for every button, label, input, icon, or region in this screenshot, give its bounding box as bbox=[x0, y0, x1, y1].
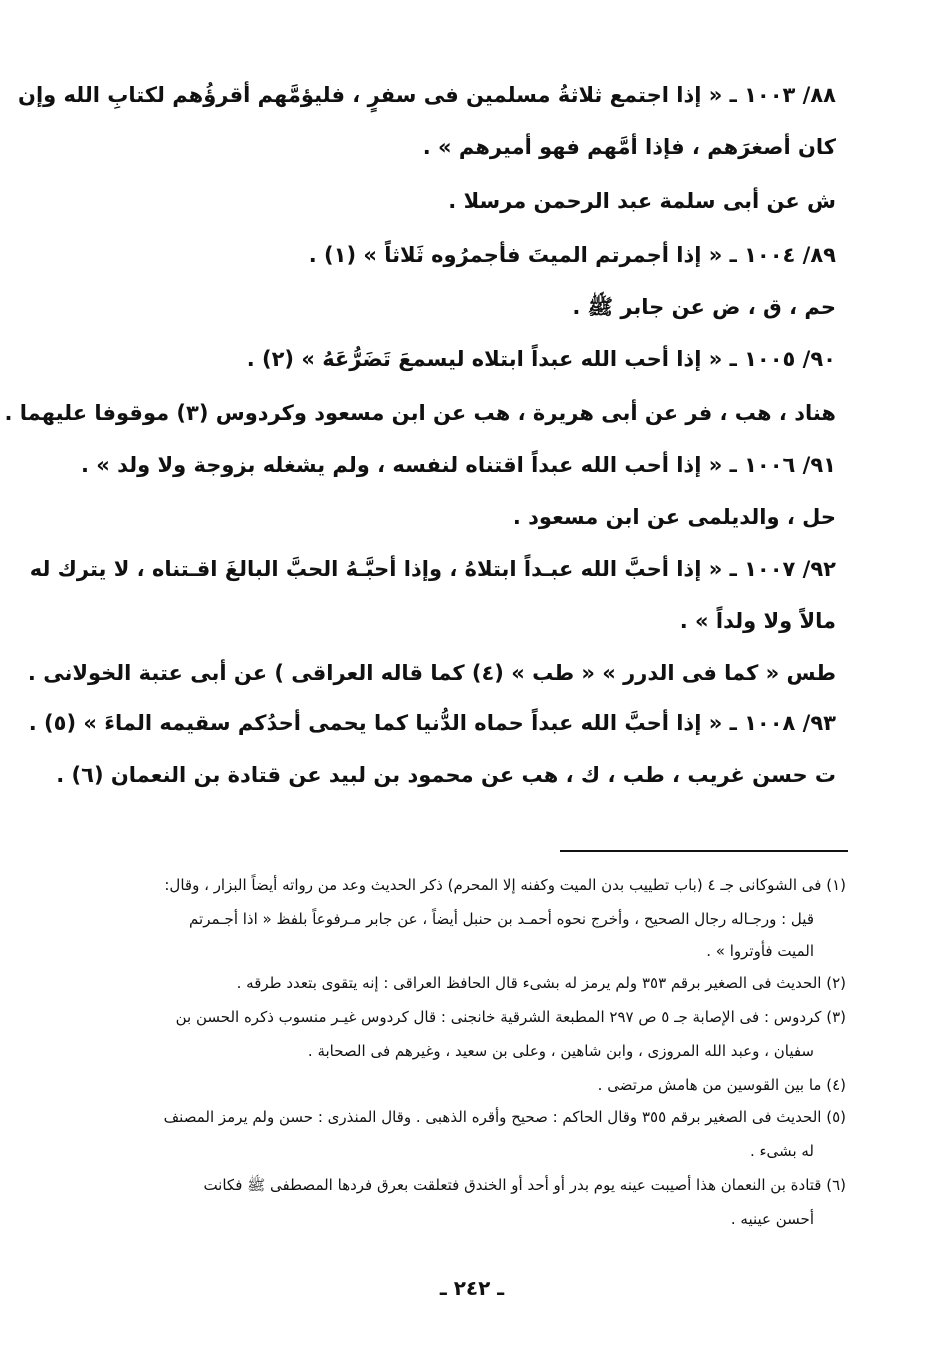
footnote-5-line-2: له بشىء . bbox=[749, 1142, 814, 1160]
hadith-1008-source: ت حسن غريب ، طب ، ك ، هب عن محمود بن لبيد عن قتادة بن النعمان (٦) . bbox=[56, 763, 836, 787]
hadith-1003-line-2: كان أصغرَهم ، فإذا أمَّهم فهو أميرهم » . bbox=[422, 135, 836, 159]
footnote-6-line-2: أحسن عينيه . bbox=[730, 1210, 814, 1228]
footnote-1-line-2: قيل : ورجـاله رجال الصحيح ، وأخرج نحوه أحمـد بن حنبل أيضاً ، عن جابر مـرفوعاً بلفظ « اذا أجـمرتم bbox=[189, 910, 814, 928]
hadith-1007-line-1: ٩٢/ ١٠٠٧ ـ « إذا أحبَّ الله عبـداً ابتلاهُ ، وإذا أحبَّـهُ الحبَّ البالغَ اقـتناه ، لا يترك له bbox=[29, 557, 836, 581]
footnote-1-line-1: (١) فى الشوكانى جـ ٤ (باب تطييب بدن الميت وكفنه إلا المحرم) ذكر الحديث وعد من رواته أيضاً البزار ، وقال: bbox=[164, 876, 846, 894]
footnote-4: (٤) ما بين القوسين من هامش مرتضى . bbox=[597, 1076, 846, 1094]
hadith-1005-source: هناد ، هب ، فر عن أبى هريرة ، هب عن ابن مسعود وكردوس (٣) موقوفا عليهما . bbox=[4, 401, 836, 425]
page-number: ـ ٢٤٢ ـ bbox=[439, 1276, 505, 1300]
footnote-3-line-2: سفيان ، وعبد الله المروزى ، وابن شاهين ، وعلى بن سعيد ، وغيرهم فى الصحابة . bbox=[307, 1042, 814, 1060]
hadith-1006-line: ٩١/ ١٠٠٦ ـ « إذا أحب الله عبداً اقتناه لنفسه ، ولم يشغله بزوجة ولا ولد » . bbox=[80, 453, 836, 477]
hadith-1007-source: طس « كما فى الدرر » « طب » (٤) كما قاله العراقى ) عن أبى عتبة الخولانى . bbox=[27, 661, 836, 685]
hadith-1003-line-1: ٨٨/ ١٠٠٣ ـ « إذا اجتمع ثلاثةُ مسلمين فى سفرٍ ، فليؤمَّهم أقرؤُهم لكتابِ الله وإن bbox=[18, 83, 836, 107]
footnote-1-line-3: الميت فأوتروا » . bbox=[706, 942, 814, 960]
hadith-1008-line: ٩٣/ ١٠٠٨ ـ « إذا أحبَّ الله عبداً حماه الدُّنيا كما يحمى أحدُكم سقيمه الماءَ » (٥) . bbox=[28, 711, 836, 735]
hadith-1004-line: ٨٩/ ١٠٠٤ ـ « إذا أجمرتم الميتَ فأجمرُوه ثَلاثاً » (١) . bbox=[308, 243, 836, 267]
footnote-5-line-1: (٥) الحديث فى الصغير برقم ٣٥٥ وقال الحاكم : صحيح وأقره الذهبى . وقال المنذرى : حسن ولم يرمز المصنف bbox=[163, 1108, 846, 1126]
hadith-1005-line: ٩٠/ ١٠٠٥ ـ « إذا أحب الله عبداً ابتلاه ليسمعَ تَضَرُّعَهُ » (٢) . bbox=[246, 347, 836, 371]
footnote-2: (٢) الحديث فى الصغير برقم ٣٥٣ ولم يرمز له بشىء قال الحافظ العراقى : إنه يتقوى بتعدد طرقه . bbox=[236, 974, 846, 992]
footnote-6-line-1: (٦) قتادة بن النعمان هذا أصيبت عينه يوم بدر أو أحد أو الخندق فتعلقت بعرق فردها المصطفى ﷺ فكانت bbox=[203, 1176, 846, 1194]
hadith-1006-source: حل ، والديلمى عن ابن مسعود . bbox=[512, 505, 836, 529]
hadith-1003-source: ش عن أبى سلمة عبد الرحمن مرسلا . bbox=[448, 189, 836, 213]
hadith-1004-source: حم ، ق ، ض عن جابر ﷺ . bbox=[572, 295, 836, 319]
footnote-3-line-1: (٣) كردوس : فى الإصابة جـ ٥ ص ٢٩٧ المطبعة الشرقية خانجنى : قال كردوس غيـر منسوب ذكره الحسن بن bbox=[175, 1008, 846, 1026]
footnote-separator bbox=[560, 850, 848, 852]
hadith-1007-line-2: مالاً ولا ولداً » . bbox=[679, 609, 836, 633]
